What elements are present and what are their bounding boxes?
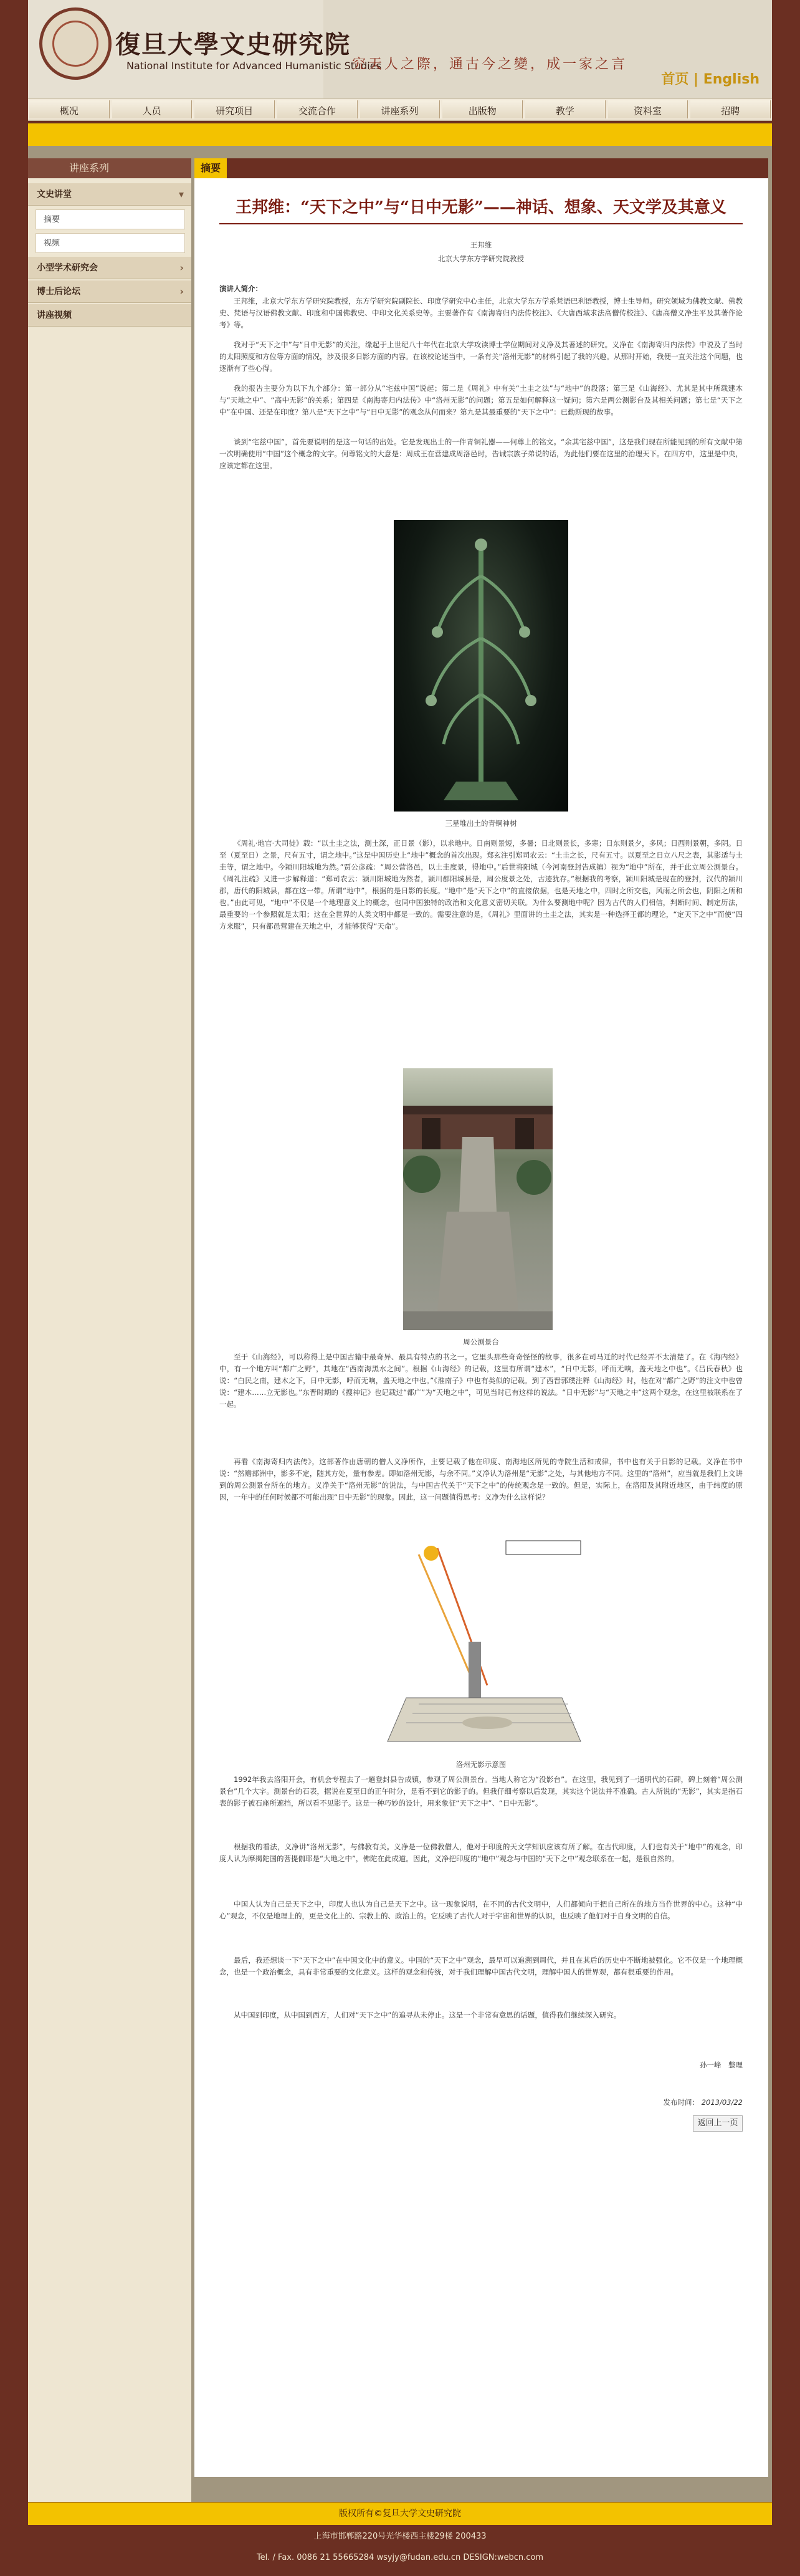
sidebar-item-label: 博士后论坛 (37, 287, 80, 297)
sidebar-item-lecture-hall[interactable] (28, 183, 191, 206)
photo-caption: 三星堆出土的青铜神树 (445, 819, 517, 828)
paragraph: 1992年我去洛阳开会，有机会专程去了一趟登封县告成镇，参观了周公测景台。当地人称它为“没影台”。在这里，我见到了一通明代的石碑，碑上刻着“周公测景台”几个大字。测景台的石表，据说在夏至日的正午时分，是看不到它的影子的。但我仔细考察以后发现，其实这个说法并不准确。古人所说的“无影”，其实是指石表的影子被石座所遮挡，所以看不见影子。这是一种巧妙的设计，用来象征“天下之中”、“日中无影”。 (219, 1775, 743, 1808)
measuring-platform-photo (403, 1068, 553, 1330)
intro-heading: 演讲人简介： (219, 284, 262, 293)
sidebar-title: 讲座系列 (28, 158, 191, 178)
home-link[interactable]: 首页 (661, 72, 689, 87)
speaker-affiliation: 北京大学东方学研究院教授 (438, 254, 524, 263)
site-slogan: 究天人之際，通古今之變，成一家之言 (352, 57, 628, 72)
footer-phone-email: Tel. / Fax. 0086 21 55665284 wsyjy@fudan.edu.cn DESIGN:webcn.com (256, 2553, 544, 2562)
logo-english-name[interactable]: National Institute for Advanced Humanistic Studies (126, 60, 381, 72)
main-nav (28, 98, 772, 121)
paragraph: 至于《山海经》，可以称得上是中国古籍中最奇异、最具有特点的书之一。它里头那些奇奇怪怪的故事，很多在司马迁的时代已经弄不太清楚了。在《海内经》中，有一个地方叫“都广之野”，其地在“西南海黑水之间”。根据《山海经》的记载，这里有所谓“建木”，“日中无影，呼而无响，盖天地之中也”。《吕氏春秋》也说：“白民之南，建木之下，日中无影，呼而无响，盖天地之中也。”《淮南子》中也有类似的记载。到了西晋郭璞注释《山海经》时，他在对“都广之野”的注文中也曾说：“建木……立无影也。”东晋时期的《搜神记》也记载过“都广”为“天地之中”，可见当时已有这样的说法。“日中无影”与“天地之中”这两个观念，在这里被联系在了一起。 (219, 1353, 743, 1409)
footer-contact (28, 2525, 772, 2576)
shadow-diagram (381, 1536, 587, 1754)
main-area (28, 146, 772, 2502)
nav-item-exchange[interactable]: 交流合作 (277, 100, 358, 118)
nav-item-people[interactable]: 人员 (112, 100, 193, 118)
language-separator: | (693, 72, 699, 87)
sidebar-item-label: 讲座视频 (37, 310, 72, 320)
language-switch (661, 69, 760, 88)
publish-date-value: 2013/03/22 (701, 2098, 743, 2107)
bronze-tree-photo (394, 520, 568, 812)
chevron-right-icon: › (179, 262, 184, 274)
content-panel (194, 158, 768, 2477)
paragraph: 再看《南海寄归内法传》，这部著作由唐朝的僧人义净所作，主要记载了他在印度、南海地区所见的寺院生活和戒律，书中也有关于日影的记载。义净在书中说：“然赡部洲中，影多不定，随其方处，量有参差。即如洛州无影，与余不同。”义净认为洛州是“无影”之处，与其他地方不同。这里的“洛州”，应当就是我们上文讲到的周公测景台所在的地方。义净关于“洛州无影”的说法，与中国古代关于“天下之中”的传统观念是一致的。但是，实际上，在洛阳及其附近地区，由于纬度的原因，一年中的任何时候都不可能出现“日中无影”的现象。因此，这一问题值得思考：义净为什么这样说？ (219, 1457, 743, 1501)
sidebar-item-postdoc-forum[interactable] (28, 280, 191, 303)
nav-item-lectures[interactable]: 讲座系列 (360, 100, 440, 118)
yellow-band (28, 123, 772, 146)
nav-item-library[interactable]: 资料室 (608, 100, 688, 118)
footer-address: 上海市邯郸路220号光华楼西主楼29楼 200433 (313, 2532, 487, 2541)
site-header (28, 0, 772, 98)
title-divider (219, 223, 743, 224)
nav-item-recruitment[interactable]: 招聘 (690, 100, 771, 118)
sidebar-item-label: 小型学术研究会 (37, 263, 98, 273)
paragraph: 最后，我还想谈一下“天下之中”在中国文化中的意义。中国的“天下之中”观念，最早可以追溯到周代，并且在其后的历史中不断地被强化。它不仅是一个地理概念，也是一个政治概念，具有非常重要的文化意义。这样的观念和传统，对于我们理解中国古代文明，理解中国人的世界观，都有很重要的作用。 (219, 1956, 743, 1976)
paragraph: 《周礼·地官·大司徒》载：“以土圭之法，测土深，正日景（影），以求地中。日南则景短，多暑；日北则景长，多寒；日东则景夕，多风；日西则景朝，多阴。日至（夏至日）之景，尺有五寸，谓之地中。”这是中国历史上“地中”概念的首次出现。郑玄注引郑司农云：“土圭之长，尺有五寸。以夏至之日立八尺之表，其影适与土圭等，谓之地中。今颍川阳城地为然。”贾公彦疏：“周公营洛邑，以土圭度景，得地中。”后世将阳城（今河南登封告成镇）视为“地中”所在，并于此立周公测景台。《周礼注疏》又进一步解释道：“郑司农云：颍川阳城地为然者，颍川郡阳城县是，周公度景之处，古迹犹存。”根据我的考察，颍川阳城是现在的登封，汉代的颍川郡，唐代的阳城县，都在这一带。所谓“地中”，根据的是日影的长度。“地中”是“天下之中”的直接依据，也是天地之中，四时之所交也，风雨之所会也，阴阳之所和也。”由此可见，“地中”不仅是一个地理意义上的概念，也同中国独特的政治和文化意义密切关联。为什么要测地中呢？因为古代的人们相信，判断时间、制定历法，最重要的一个参照就是太阳；这在全世界的人类文明中都是一致的。需要注意的是，《周礼》里面讲的土圭之法，其实是一种选择王都的理论，“定天下之中”而使“四方来服”，只有都邑营建在天地之中，才能够获得“天命”。 (219, 839, 743, 931)
nav-item-publications[interactable]: 出版物 (442, 100, 523, 118)
logo-chinese-name[interactable]: 復旦大學文史研究院 (115, 30, 351, 59)
back-button[interactable]: 返回上一页 (693, 2115, 743, 2132)
chevron-down-icon: ▾ (178, 188, 184, 200)
article-title: 王邦维：“天下之中”与“日中无影”——神话、想象、天文学及其意义 (236, 198, 726, 217)
paragraph: 根据我的看法，义净讲“洛州无影”，与佛教有关。义净是一位佛教僧人，他对于印度的天文学知识应该有所了解。在古代印度，人们也有关于“地中”的观念，印度人认为摩揭陀国的菩提伽耶是“大地之中”，佛陀在此成道。因此，义净把印度的“地中”观念与中国的“天下之中”观念联系在一起，是很自然的。 (219, 1842, 743, 1863)
nav-item-teaching[interactable]: 教学 (525, 100, 606, 118)
recorder-note: 孙一峰 整理 (700, 2061, 743, 2069)
speaker-name: 王邦维 (470, 241, 492, 249)
sidebar-item-workshop[interactable] (28, 257, 191, 279)
english-link[interactable]: English (703, 72, 760, 87)
sidebar (28, 158, 191, 2502)
sidebar-item-lecture-video[interactable] (28, 304, 191, 327)
sidebar-subitem-video[interactable]: 视频 (36, 233, 185, 253)
chevron-right-icon: › (179, 285, 184, 297)
paragraph: 中国人认为自己是天下之中，印度人也认为自己是天下之中。这一现象说明，在不同的古代文明中，人们都倾向于把自己所在的地方当作世界的中心。这种“中心”观念，不仅是地理上的，更是文化上的、宗教上的、政治上的。它反映了古代人对于宇宙和世界的认识，也反映了他们对于自身文明的自信。 (219, 1900, 743, 1920)
paragraph: 王邦维，北京大学东方学研究院教授，东方学研究院副院长、印度学研究中心主任，北京大学东方学系梵语巴利语教授，博士生导师。研究领域为佛教文献、佛教史、梵语与汉语佛教文献、印度和中国佛教史、中印文化关系史等。主要著作有《南海寄归内法传校注》、《大唐西域求法高僧传校注》、《唐高僧义净生平及其著作论考》等。 (219, 297, 743, 329)
publish-date-label: 发布时间： (663, 2098, 700, 2107)
paragraph: 谈到“宅兹中国”，首先要说明的是这一句话的出处。它是发现出土的一件青铜礼器——何尊上的铭文。“余其宅兹中国”，这是我们现在所能见到的所有文献中第一次明确使用“中国”这个概念的文字。何尊铭文的大意是：周成王在营建成周洛邑时，告诫宗族子弟说的话，为此他们要在这里的治理天下。在四方中，这里是中央，应该定都在这里。 (219, 438, 743, 470)
paragraph: 从中国到印度，从中国到西方，人们对“天下之中”的追寻从未停止。这是一个非常有意思的话题，值得我们继续深入研究。 (234, 2011, 621, 2019)
publish-date (606, 2097, 743, 2109)
nav-item-projects[interactable]: 研究项目 (194, 100, 275, 118)
paragraph: 我对于“天下之中”与“日中无影”的关注，缘起于上世纪八十年代在北京大学攻读博士学位期间对义净及其著述的研究。义净在《南海寄归内法传》中说及了当时的太阳照度和方位等方面的情况，涉及很多日影方面的内容。在该校论述当中，一条有关“洛州无影”的材料引起了我的兴趣。从那时开始，我便一直关注这个问题，也逐渐有了些心得。 (219, 340, 743, 373)
tab-abstract[interactable]: 摘要 (194, 158, 227, 178)
sidebar-subitem-abstract[interactable]: 摘要 (36, 209, 185, 229)
photo-caption: 洛州无影示意图 (455, 1760, 507, 1769)
photo-caption: 周公测景台 (463, 1338, 499, 1346)
content-tab-bar (194, 158, 768, 178)
sidebar-item-label: 文史讲堂 (37, 189, 72, 199)
institute-seal-logo[interactable] (39, 7, 112, 80)
paragraph: 我的报告主要分为以下九个部分：第一部分从“宅兹中国”说起；第二是《周礼》中有关“土圭之法”与“地中”的段落；第三是《山海经》、尤其是其中所载建木与“天地之中”、“高中无影”的关系；第四是《南海寄归内法传》中“洛州无影”的问题；第五是如何解释这一疑问；第六是两公测影台及其相关问题；第七是“天下之中”在中国、还是在印度？第八是“天下之中”与“日中无影”的观念从何而来？第九是其最重要的“天下之中”：已勤斯现的故事。 (219, 384, 743, 416)
footer-copyright: 版权所有©复旦大学文史研究院 (28, 2502, 772, 2525)
nav-item-overview[interactable]: 概况 (29, 100, 110, 118)
